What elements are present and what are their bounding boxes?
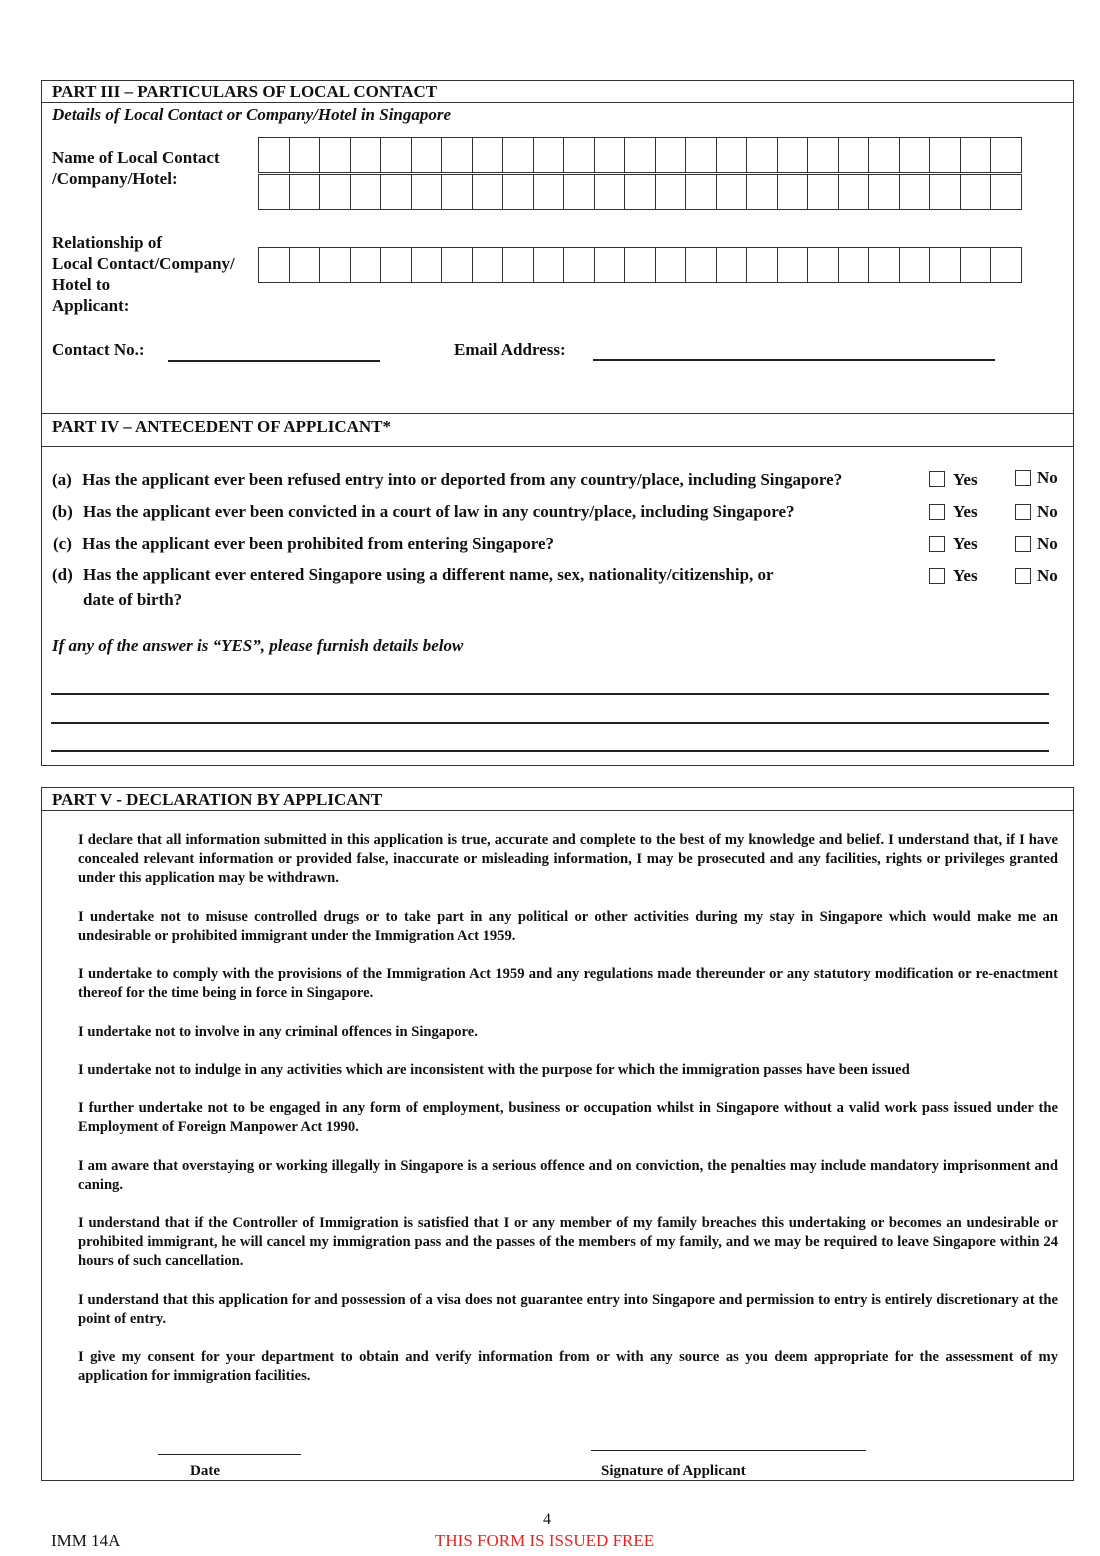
question-b (52, 499, 795, 524)
character-box[interactable] (258, 247, 290, 283)
email-label: Email Address: (454, 340, 566, 359)
declaration-paragraph-2: I undertake not to misuse controlled drugs or to take part in any political or other activities during my stay in Singapore which would make me an undesirable or prohibited immigrant under the Immigration Act 1959. (78, 909, 1058, 944)
declaration-paragraph-6: I further undertake not to be engaged in any form of employment, business or occupation whilst in Singapore without a valid work pass issued under the Employment of Foreign Manpower Act 1990. (78, 1100, 1058, 1135)
question-a-letter: (a) (52, 470, 72, 489)
question-d-no-checkbox[interactable] (1015, 568, 1031, 584)
question-b-text: Has the applicant ever been convicted in a court of law in any country/place, including Singapore? (83, 502, 795, 521)
declaration-paragraph-3: I undertake to comply with the provisions of the Immigration Act 1959 and any regulations made thereunder or any statutory modification or re-enactment thereof for the time being in force in Singapore. (78, 966, 1058, 1001)
character-box[interactable] (990, 247, 1022, 283)
character-box[interactable] (868, 137, 900, 173)
question-a-no-label: No (1037, 468, 1058, 487)
name-field-grid-row-1[interactable] (259, 137, 1022, 173)
name-label-line-1: Name of Local Contact (52, 148, 220, 167)
character-box[interactable] (258, 174, 290, 210)
character-box[interactable] (929, 137, 961, 173)
character-box[interactable] (289, 137, 321, 173)
character-box[interactable] (350, 247, 382, 283)
question-b-no-label: No (1037, 502, 1058, 521)
declaration-paragraph-10: I give my consent for your department to obtain and verify information from or with any source as you deem appropriate for the assessment of my application for immigration facilities. (78, 1349, 1058, 1384)
part3-section (41, 80, 1074, 414)
character-box[interactable] (563, 174, 595, 210)
character-box[interactable] (807, 174, 839, 210)
character-box[interactable] (502, 137, 534, 173)
character-box[interactable] (899, 174, 931, 210)
character-box[interactable] (990, 137, 1022, 173)
question-c (53, 531, 554, 556)
character-box[interactable] (685, 247, 717, 283)
question-d (52, 562, 774, 587)
character-box[interactable] (777, 137, 809, 173)
declaration-paragraph-5: I undertake not to indulge in any activities which are inconsistent with the purpose for which the immigration passes have been issued (78, 1062, 910, 1078)
character-box[interactable] (380, 247, 412, 283)
question-c-no-label: No (1037, 534, 1058, 553)
relationship-label-line-4: Applicant: (52, 296, 130, 315)
question-a (52, 467, 842, 492)
character-box[interactable] (350, 174, 382, 210)
character-box[interactable] (960, 247, 992, 283)
character-box[interactable] (594, 247, 626, 283)
character-box[interactable] (899, 137, 931, 173)
character-box[interactable] (746, 137, 778, 173)
question-c-text: Has the applicant ever been prohibited from entering Singapore? (82, 534, 555, 553)
question-d-letter: (d) (52, 565, 73, 584)
declaration-paragraph-4: I undertake not to involve in any criminal offences in Singapore. (78, 1024, 478, 1040)
character-box[interactable] (929, 174, 961, 210)
relationship-label-line-3: Hotel to (52, 275, 111, 294)
contact-no-line[interactable] (168, 360, 380, 362)
character-box[interactable] (319, 247, 351, 283)
character-box[interactable] (868, 174, 900, 210)
part4-section (41, 413, 1074, 766)
character-box[interactable] (960, 137, 992, 173)
character-box[interactable] (411, 137, 443, 173)
details-line-2[interactable] (51, 722, 1049, 724)
page-number: 4 (543, 1511, 551, 1528)
character-box[interactable] (533, 247, 565, 283)
character-box[interactable] (411, 247, 443, 283)
part5-section (41, 787, 1074, 1481)
question-d-text: Has the applicant ever entered Singapore using a different name, sex, nationality/citizenship, or (83, 565, 774, 584)
character-box[interactable] (624, 174, 656, 210)
character-box[interactable] (716, 247, 748, 283)
question-c-yes-checkbox[interactable] (929, 536, 945, 552)
relationship-field-grid[interactable] (259, 247, 1022, 283)
character-box[interactable] (289, 247, 321, 283)
character-box[interactable] (807, 247, 839, 283)
character-box[interactable] (807, 137, 839, 173)
question-a-text: Has the applicant ever been refused entry into or deported from any country/place, including Singapore? (82, 470, 843, 489)
character-box[interactable] (746, 174, 778, 210)
email-line[interactable] (593, 359, 995, 361)
character-box[interactable] (655, 174, 687, 210)
character-box[interactable] (685, 174, 717, 210)
question-b-no-checkbox[interactable] (1015, 504, 1031, 520)
character-box[interactable] (838, 174, 870, 210)
details-line-3[interactable] (51, 750, 1049, 752)
character-box[interactable] (380, 137, 412, 173)
character-box[interactable] (319, 174, 351, 210)
part4-title-divider (42, 446, 1073, 447)
character-box[interactable] (441, 174, 473, 210)
name-field-grid-row-2[interactable] (259, 174, 1022, 210)
character-box[interactable] (594, 137, 626, 173)
character-box[interactable] (441, 247, 473, 283)
question-d-text-line-2: date of birth? (83, 590, 183, 609)
character-box[interactable] (746, 247, 778, 283)
question-a-no-checkbox[interactable] (1015, 470, 1031, 486)
question-b-letter: (b) (52, 502, 73, 521)
declaration-paragraph-7: I am aware that overstaying or working illegally in Singapore is a serious offence and on conviction, the penalties may include mandatory imprisonment and caning. (78, 1158, 1058, 1193)
character-box[interactable] (563, 137, 595, 173)
question-c-yes-label: Yes (953, 534, 978, 553)
name-label-line-2: /Company/Hotel: (52, 169, 178, 188)
date-label: Date (190, 1463, 220, 1479)
signature-line[interactable] (591, 1450, 866, 1451)
part5-title: PART V - DECLARATION BY APPLICANT (52, 790, 383, 809)
signature-label: Signature of Applicant (601, 1463, 746, 1479)
character-box[interactable] (350, 137, 382, 173)
character-box[interactable] (960, 174, 992, 210)
details-prompt: If any of the answer is “YES”, please furnish details below (52, 636, 464, 655)
declaration-paragraph-9: I understand that this application for and possession of a visa does not guarantee entry into Singapore and permission to entry is entirely discretionary at the point of entry. (78, 1292, 1058, 1327)
question-c-letter: (c) (53, 534, 72, 553)
question-d-no-label: No (1037, 566, 1058, 585)
character-box[interactable] (929, 247, 961, 283)
form-code: IMM 14A (51, 1531, 121, 1550)
question-b-yes-checkbox[interactable] (929, 504, 945, 520)
question-d-yes-checkbox[interactable] (929, 568, 945, 584)
part3-title-divider (42, 102, 1073, 103)
character-box[interactable] (594, 174, 626, 210)
character-box[interactable] (777, 247, 809, 283)
character-box[interactable] (624, 247, 656, 283)
character-box[interactable] (533, 174, 565, 210)
character-box[interactable] (563, 247, 595, 283)
relationship-label-line-2: Local Contact/Company/ (52, 254, 235, 273)
character-box[interactable] (472, 137, 504, 173)
character-box[interactable] (472, 247, 504, 283)
character-box[interactable] (624, 137, 656, 173)
question-c-no-checkbox[interactable] (1015, 536, 1031, 552)
contact-no-label: Contact No.: (52, 340, 145, 359)
details-line-1[interactable] (51, 693, 1049, 695)
character-box[interactable] (411, 174, 443, 210)
character-box[interactable] (838, 247, 870, 283)
character-box[interactable] (655, 247, 687, 283)
declaration-paragraph-8: I understand that if the Controller of Immigration is satisfied that I or any member of my family breaches this undertaking or becomes an undesirable or prohibited immigrant, he will cancel my immigration pass and the passes of the members of my family, and we may be required to leave Singapore within 24 hours of such cancellation. (78, 1215, 1058, 1269)
question-b-yes-label: Yes (953, 502, 978, 521)
part5-title-divider (42, 810, 1073, 811)
character-box[interactable] (990, 174, 1022, 210)
part4-title: PART IV – ANTECEDENT OF APPLICANT* (52, 417, 391, 436)
part3-title: PART III – PARTICULARS OF LOCAL CONTACT (52, 82, 438, 101)
character-box[interactable] (777, 174, 809, 210)
character-box[interactable] (319, 137, 351, 173)
character-box[interactable] (502, 247, 534, 283)
free-notice: THIS FORM IS ISSUED FREE (435, 1531, 655, 1550)
character-box[interactable] (685, 137, 717, 173)
character-box[interactable] (380, 174, 412, 210)
character-box[interactable] (838, 137, 870, 173)
character-box[interactable] (716, 174, 748, 210)
character-box[interactable] (441, 137, 473, 173)
part3-subtitle: Details of Local Contact or Company/Hotel in Singapore (52, 105, 452, 124)
relationship-label-line-1: Relationship of (52, 233, 163, 252)
character-box[interactable] (472, 174, 504, 210)
character-box[interactable] (258, 137, 290, 173)
character-box[interactable] (533, 137, 565, 173)
character-box[interactable] (868, 247, 900, 283)
name-field-label (52, 147, 220, 189)
date-line[interactable] (158, 1454, 301, 1455)
question-a-yes-label: Yes (953, 470, 978, 489)
question-d-yes-label: Yes (953, 566, 978, 585)
character-box[interactable] (289, 174, 321, 210)
relationship-field-label (52, 232, 235, 316)
character-box[interactable] (899, 247, 931, 283)
character-box[interactable] (655, 137, 687, 173)
declaration-paragraph-1: I declare that all information submitted in this application is true, accurate and complete to the best of my knowledge and belief. I understand that, if I have concealed relevant information or provided false, inaccurate or misleading information, I may be prosecuted and any facilities, rights or privileges granted under this application may be withdrawn. (78, 832, 1058, 886)
character-box[interactable] (502, 174, 534, 210)
character-box[interactable] (716, 137, 748, 173)
question-a-yes-checkbox[interactable] (929, 471, 945, 487)
